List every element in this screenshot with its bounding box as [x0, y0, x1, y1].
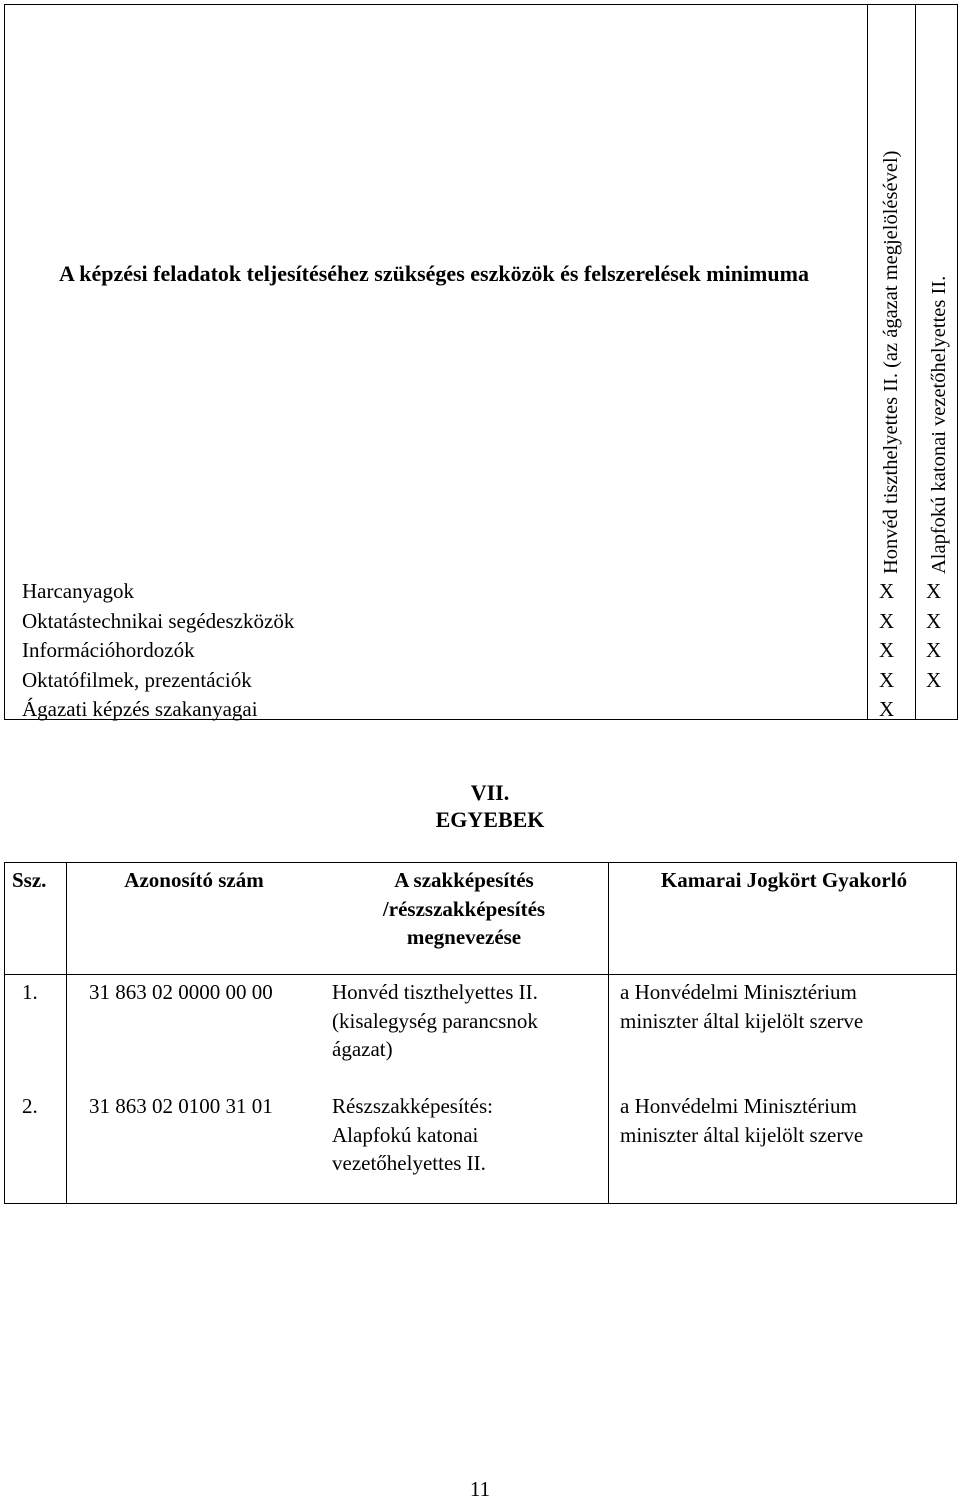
mark-cell: X	[926, 608, 942, 633]
mark-cell	[926, 695, 960, 725]
mark-cell: X	[879, 697, 895, 721]
header-divider	[4, 974, 957, 975]
row-2-name-line: Alapfokú katonai	[332, 1122, 479, 1147]
header-id: Azonosító szám	[124, 868, 264, 892]
mark-cell: X	[926, 579, 942, 603]
row-1-authority-line: miniszter által kijelölt szerve	[620, 1008, 864, 1033]
mark-cell: X	[879, 608, 895, 633]
header-name-line: megnevezése	[406, 925, 522, 949]
column-header-alapfoku-katonai: Alapfokú katonai vezetőhelyettes II.	[928, 275, 950, 574]
row-1-ssz: 1.	[22, 980, 38, 1004]
row-1-name-line: ágazat)	[332, 1037, 393, 1061]
equipment-table	[4, 4, 958, 720]
mark-cell: X	[926, 638, 942, 662]
header-name-line: A szakképesítés	[394, 868, 534, 892]
equipment-row-label: Oktatástechnikai segédeszközök	[22, 608, 295, 633]
row-2-id: 31 863 02 0100 31 01	[89, 1094, 273, 1118]
row-1-authority	[620, 978, 863, 1035]
column-header-honved-tiszthelyettes: Honvéd tiszthelyettes II. (az ágazat megjelölésével)	[880, 150, 902, 574]
header-name	[324, 866, 604, 952]
row-1-id: 31 863 02 0000 00 00	[89, 980, 273, 1004]
mark-cell: X	[926, 667, 942, 692]
row-1-name-line: (kisalegység parancsnok	[332, 1008, 538, 1033]
row-1-authority-line: a Honvédelmi Minisztérium	[620, 980, 857, 1004]
equipment-row-label: Ágazati képzés szakanyagai	[22, 697, 258, 721]
row-1-name	[332, 978, 538, 1064]
row-2-name-line: vezetőhelyettes II.	[332, 1151, 486, 1175]
row-2-ssz: 2.	[22, 1094, 38, 1118]
col2-marks	[926, 577, 960, 725]
equipment-row-label: Oktatófilmek, prezentációk	[22, 667, 252, 692]
row-2-authority	[620, 1092, 863, 1149]
mark-cell: X	[879, 579, 895, 603]
row-2-name	[332, 1092, 493, 1178]
row-2-authority-line: miniszter által kijelölt szerve	[620, 1122, 864, 1147]
equipment-row-label: Harcanyagok	[22, 579, 134, 603]
equipment-row-label: Információhordozók	[22, 638, 195, 662]
section-title: EGYEBEK	[435, 807, 545, 832]
column-divider	[867, 4, 868, 720]
header-authority: Kamarai Jogkört Gyakorló	[660, 868, 908, 892]
mark-cell: X	[879, 667, 895, 692]
page-number: 11	[469, 1477, 491, 1501]
row-2-name-line: Részszakképesítés:	[332, 1094, 493, 1118]
equipment-table-title: A képzési feladatok teljesítéséhez szükséges eszközök és felszerelések minimuma	[59, 261, 809, 286]
header-name-line: /részszakképesítés	[382, 896, 546, 921]
mark-cell: X	[879, 638, 895, 662]
equipment-rows	[22, 577, 294, 725]
column-divider	[608, 862, 609, 1204]
row-2-authority-line: a Honvédelmi Minisztérium	[620, 1094, 857, 1118]
column-divider	[66, 862, 67, 1204]
qualification-table	[4, 862, 957, 1204]
header-ssz: Ssz.	[12, 868, 47, 892]
col1-marks	[879, 577, 919, 725]
row-1-name-line: Honvéd tiszthelyettes II.	[332, 980, 538, 1004]
section-number: VII.	[470, 780, 510, 805]
